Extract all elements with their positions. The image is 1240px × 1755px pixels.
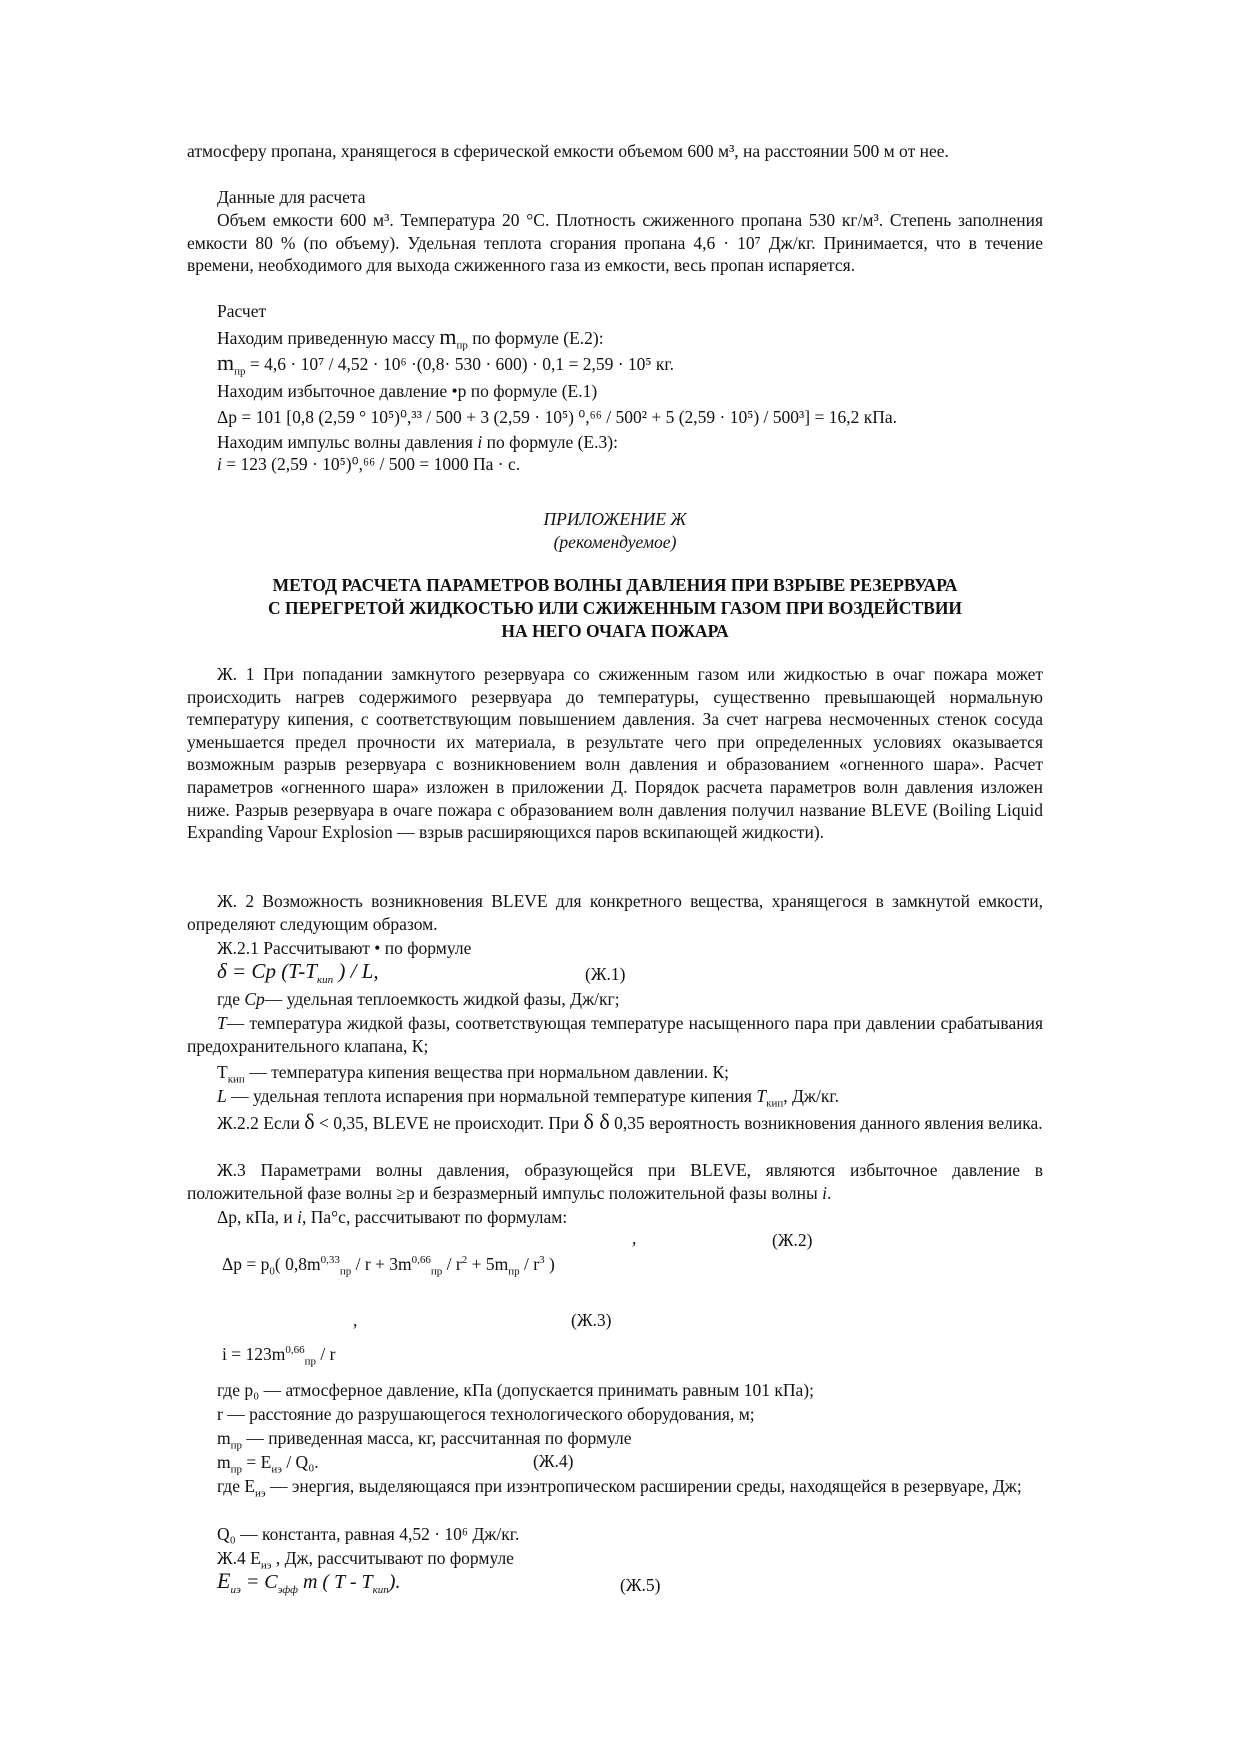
text: . [827,1182,832,1203]
text: пр [304,1355,316,1368]
paragraph-zh4 [187,1547,1043,1570]
text: i [297,1207,303,1227]
text: 0 [269,1265,275,1278]
text: i [217,454,222,474]
paragraph [187,1206,1043,1229]
text: Находим приведенную массу [217,328,440,348]
text: эфф [277,1584,298,1596]
text: E [217,1568,231,1593]
text: — удельная теплота испарения при нормальной температуре кипения [226,1086,757,1106]
text: m [217,1428,231,1448]
text: иэ [260,1559,272,1572]
text: кип [316,974,334,987]
text: δ δ [583,1109,610,1134]
text: Ж.3 Параметрами волны давления, образующейся при BLEVE, являются избыточное давление в положительной фазе волны ≥р и безразмерный импульс положительной фазы волны [187,1160,1043,1203]
text: иэ [230,1584,241,1596]
text: = 123 (2,59 · 10⁵)⁰,⁶⁶ / 500 = 1000 Па · с. [221,454,521,474]
paragraph-zh22 [187,1110,1043,1135]
calc-step [187,431,1043,454]
text: 3 [539,1254,545,1267]
formula-zh2 [222,1254,555,1278]
formula-zh5 [187,1570,1043,1594]
definition: r — расстояние до разрушающегося технологического оборудования, м; [217,1404,755,1424]
text: — приведенная масса, кг, рассчитанная по формуле [242,1428,632,1448]
text: 2 [461,1254,468,1267]
text: 0,66 [285,1344,305,1357]
text: , Дж/кг. [783,1086,839,1106]
text: 0,33 [320,1254,340,1267]
text: m [217,1452,231,1472]
definition [187,1012,1043,1057]
text: пр [230,1439,243,1452]
text: L [217,1086,227,1106]
text: i = 123m [222,1344,286,1364]
definition: где p₀ — атмосферное давление, кПа (допускается принимать равным 101 кПа); [217,1380,814,1400]
text: δ [217,959,227,983]
formula: Δр = 101 [0,8 (2,59 ° 10⁵)⁰,³³ / 500 + 3 (2,59 · 10⁵) ⁰,⁶⁶ / 500² + 5 (2,59 · 10⁵) / 500³] = 16,2 кПа. [217,407,898,427]
text: / r [315,1344,336,1364]
text: < 0,35, BLEVE не происходит. При [314,1113,584,1133]
text: иэ [271,1463,282,1476]
text: Δр, кПа, и [217,1207,298,1227]
paragraph-zh1: Ж. 1 При попадании замкнутого резервуара со сжиженным газом или жидкостью в очаг пожара может происходить нагрев содержимого резервуара до температуры, существенно превышающей нормальную температуру кипения, с соответствующим повышением давления. За счет нагрева несмоченных стенок сосуда уменьшается предел прочности их материала, в результате чего при определенных условиях оказывается возможным разрыв резервуара с возникновением волн давления и образованием «огненного шара». Расчет параметров «огненного шара» изложен в приложении Д. Порядок расчета параметров волн давления изложен ниже. Разрыв резервуара в очаге пожара с образованием волн давления получил название BLEVE (Boiling Liquid Expanding Vapour Explosion — взрыв расширяющихся паров вскипающей жидкости). [187,664,1043,843]
text: i [822,1182,828,1203]
text: T [217,1013,227,1033]
paragraph: Объем емкости 600 м³. Температура 20 °С. Плотность сжиженного пропана 530 кг/м³. Степень заполнения емкости 80 % (по объему). Удельная теплота сгорания пропана 4,6 · 10⁷ Дж/кг. Принимается, что в течение времени, необходимого для выхода сжиженного газа из емкости, весь пропан испаряется. [187,210,1043,276]
text: 0,35 вероятность возникновения данного явления велика. [609,1113,1043,1133]
text: где [217,989,245,1009]
text: по формуле (Е.3): [482,432,618,452]
text: пр [508,1265,520,1278]
text: m [217,350,235,375]
equation-number: (Ж.2) [772,1230,813,1250]
paragraph: атмосферу пропана, хранящегося в сферической емкости объемом 600 м³, на расстоянии 500 м от нее. [187,141,949,161]
definition [187,1427,1043,1450]
text: — удельная теплоемкость жидкой фазы, Дж/кг; [264,989,620,1009]
paragraph-zh2: Ж. 2 Возможность возникновения BLEVE для конкретного вещества, хранящегося в замкнутой емкости, определяют следующим образом. [187,891,1043,934]
text: по формуле (Е.2): [467,328,604,348]
text: кип [227,1073,245,1086]
text: , Дж, рассчитывают по формуле [271,1548,514,1568]
comma: , [632,1228,637,1248]
calc-step: Находим избыточное давление •р по формуле (Е.1) [217,381,598,401]
text: + 5m [467,1254,509,1274]
text: i [477,432,483,452]
text: 0,66 [411,1254,431,1267]
calc-step [187,326,1043,350]
text: пр [430,1265,443,1278]
definition: Q₀ — константа, равная 4,52 · 10⁶ Дж/кг. [217,1524,520,1544]
paragraph-zh3 [187,1159,1043,1204]
equation-number: (Ж.1) [585,964,626,984]
comma: , [353,1310,358,1330]
text: ). [388,1571,401,1593]
formula [187,352,1043,376]
text: Находим импульс волны давления [217,432,478,452]
text: / r [442,1254,462,1274]
equation-number: (Ж.5) [620,1575,661,1595]
text: ) / L, [333,959,379,983]
formula-zh4 [187,1451,1043,1474]
text: m [439,324,457,349]
text: δ [304,1109,315,1134]
appendix-label: ПРИЛОЖЕНИЕ Ж [543,509,687,529]
definition [187,1061,1043,1084]
text: — температура кипения вещества при нормальном давлении. К; [244,1062,730,1082]
text: ( 0,8m [274,1254,321,1274]
text: Ж.4 E [217,1548,261,1568]
heading-calc: Расчет [217,301,267,321]
text: = C [240,1571,278,1593]
text: T [756,1086,767,1106]
text: = 4,6 · 10⁷ / 4,52 · 10⁶ ·(0,8· 530 · 600) · 0,1 = 2,59 · 10⁵ кг. [245,354,674,374]
equation-number: (Ж.3) [571,1310,612,1330]
text: Δp = p [222,1254,270,1274]
text: иэ [255,1487,266,1500]
text: / Q₀. [281,1452,319,1472]
text: — температура жидкой фазы, соответствующая температуре насыщенного пара при давлении срабатывания предохранительного клапана, К; [187,1013,1043,1056]
formula [187,453,1043,476]
text: Cp [244,989,265,1009]
paragraph-zh21: Ж.2.1 Рассчитывают • по формуле [217,938,472,958]
text: пр [339,1265,352,1278]
text: Ж.2.2 Если [217,1113,305,1133]
text: ) [544,1254,555,1274]
text: T [217,1062,228,1082]
text: где E [217,1476,256,1496]
text: = Cp (T-T [226,959,317,983]
text: , Па°с, рассчитывают по формулам: [302,1207,568,1227]
text: = E [242,1452,272,1472]
text: пр [456,339,468,352]
heading-data: Данные для расчета [217,187,366,207]
text: кип [372,1584,389,1596]
appendix-title: МЕТОД РАСЧЕТА ПАРАМЕТРОВ ВОЛНЫ ДАВЛЕНИЯ ПРИ ВЗРЫВЕ РЕЗЕРВУАРА [272,575,958,595]
text: m ( T - T [297,1571,373,1593]
definition [187,1475,1043,1498]
appendix-status: (рекомендуемое) [553,532,677,552]
appendix-title: НА НЕГО ОЧАГА ПОЖАРА [501,621,729,641]
text: пр [234,365,246,378]
appendix-title: С ПЕРЕГРЕТОЙ ЖИДКОСТЬЮ ИЛИ СЖИЖЕННЫМ ГАЗОМ ПРИ ВОЗДЕЙСТВИИ [267,598,963,618]
definition [187,988,1043,1011]
text: / r + 3m [351,1254,412,1274]
formula-zh3 [222,1344,336,1368]
text: кип [766,1097,784,1110]
equation-number: (Ж.4) [533,1451,574,1471]
text: пр [230,1463,243,1476]
text: / r [519,1254,540,1274]
definition [187,1085,1043,1108]
text: — энергия, выделяющаяся при изэнтропическом расширении среды, находящейся в резервуаре, Дж; [265,1476,1022,1496]
